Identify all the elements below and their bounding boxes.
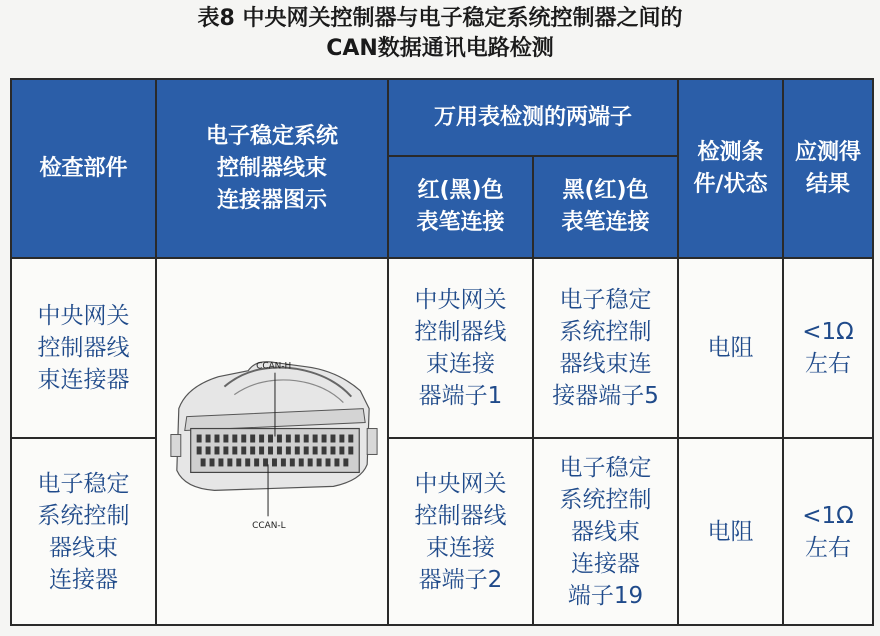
table-title	[0, 4, 880, 64]
row2-part: 电子稳定 系统控制 器线束 连接器	[11, 438, 156, 625]
ccan-h-label: CCAN-H	[256, 361, 292, 372]
header-black-probe: 黑(红)色 表笔连接	[533, 156, 678, 258]
row1-expected: <1Ω 左右	[783, 258, 873, 438]
row1-red-probe: 中央网关 控制器线 束连接 器端子1	[388, 258, 533, 438]
table-title-line1: 表8 中央网关控制器与电子稳定系统控制器之间的	[197, 6, 683, 31]
row2-condition: 电阻	[678, 438, 783, 625]
header-red-probe: 红(黑)色 表笔连接	[388, 156, 533, 258]
header-diagram: 电子稳定系统 控制器线束 连接器图示	[156, 79, 388, 258]
row2-expected: <1Ω 左右	[783, 438, 873, 625]
ccan-l-label: CCAN-L	[252, 521, 286, 532]
connector-diagram	[156, 258, 388, 625]
table-row	[11, 258, 873, 438]
header-expected: 应测得 结果	[783, 79, 873, 258]
connector-illustration	[157, 259, 387, 624]
table-title-line2: CAN数据通讯电路检测	[326, 36, 554, 61]
table-row	[11, 438, 873, 625]
row1-part: 中央网关 控制器线 束连接器	[11, 258, 156, 438]
header-condition: 检测条 件/状态	[678, 79, 783, 258]
header-meter-group: 万用表检测的两端子	[388, 79, 678, 156]
header-part: 检查部件	[11, 79, 156, 258]
row2-black-probe: 电子稳定 系统控制 器线束 连接器 端子19	[533, 438, 678, 625]
can-test-table	[10, 78, 874, 626]
row2-red-probe: 中央网关 控制器线 束连接 器端子2	[388, 438, 533, 625]
row1-black-probe: 电子稳定 系统控制 器线束连 接器端子5	[533, 258, 678, 438]
row1-condition: 电阻	[678, 258, 783, 438]
